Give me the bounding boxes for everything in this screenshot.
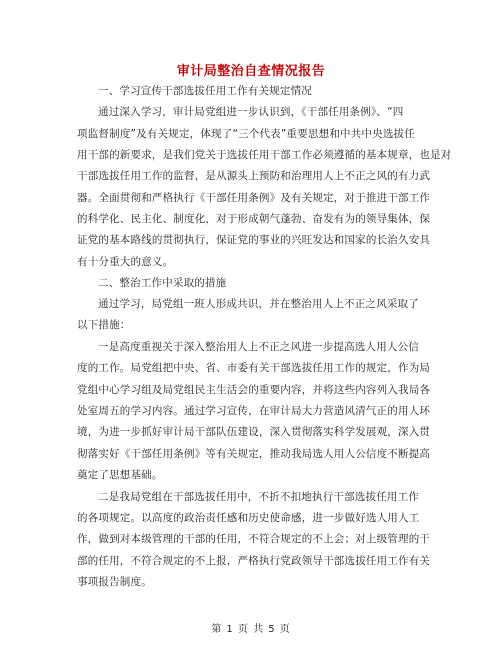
section-heading-2: 二、整治工作中采取的措施: [98, 277, 227, 289]
paragraph-line: 证党的基本路线的贯彻执行，保证党的事业的兴旺发达和国家的长治久安具: [77, 234, 431, 246]
document-title: 审计局整治自查情况报告: [176, 64, 326, 79]
paragraph-line: 一是高度重视关于深入整治用人上不正之风进一步提高选人用人公信: [98, 341, 419, 353]
paragraph-line: 二是我局党组在干部选拔任用中，不折不扣地执行干部选拔任用工作: [98, 491, 419, 503]
paragraph-line: 通过深入学习，审计局党组进一步认识到，《干部任用条例》、“四: [98, 106, 404, 118]
paragraph-line: 以下措施：: [77, 319, 131, 331]
paragraph-line: 部的任用，不符合规定的不上报，严格执行党政领导干部选拔任用工作有关: [77, 555, 431, 567]
paragraph-line: 彻落实好《干部任用条例》等有关规定，推动我局选人用人公信度不断提高: [77, 448, 431, 460]
paragraph-line: 事项报告制度。: [77, 576, 152, 588]
paragraph-line: 项监督制度”及有关规定，体现了“三个代表”重要思想和中共中央选拔任: [77, 128, 415, 140]
paragraph-line: 作，做到对本级管理的干部的任用，不符合规定的不上会；对上级管理的干: [77, 533, 431, 545]
paragraph-line: 处室周五的学习内容。通过学习宣传，在审计局大力营造风清气正的用人环: [77, 405, 431, 417]
paragraph-line: 党组中心学习组及局党组民主生活会的重要内容，并将这些内容列入我局各: [77, 384, 431, 396]
paragraph-line: 用干部的新要求，是我们党关于选拔任用干部工作必须遵循的基本规章，也是对: [77, 149, 452, 161]
paragraph-line: 有十分重大的意义。: [77, 256, 174, 268]
section-heading-1: 一、学习宣传干部选拔任用工作有关规定情况: [98, 85, 312, 97]
paragraph-line: 通过学习，局党组一班人形成共识，并在整治用人上不正之风采取了: [98, 298, 419, 310]
paragraph-line: 奠定了思想基础。: [77, 469, 163, 481]
paragraph-line: 度的工作。局党组把中央、省、市委有关干部选拔任用工作的规定，作为局: [77, 362, 431, 374]
paragraph-line: 的科学化、民主化、制度化，对于形成朝气蓬勃、奋发有为的领导集体，保: [77, 213, 431, 225]
paragraph-line: 干部选拔任用工作的监督，是从源头上预防和治理用人上不正之风的有力武: [77, 170, 431, 182]
paragraph-line: 的各项规定。以高度的政治责任感和历史使命感，进一步做好选人用人工: [77, 512, 420, 524]
page-number-footer: 第 1 页 共 5 页: [211, 624, 291, 635]
paragraph-line: 器。全面贯彻和严格执行《干部任用条例》及有关规定，对于推进干部工作: [77, 192, 431, 204]
paragraph-line: 境，为进一步抓好审计局干部队伍建设，深入贯彻落实科学发展观，深入贯: [77, 426, 431, 438]
